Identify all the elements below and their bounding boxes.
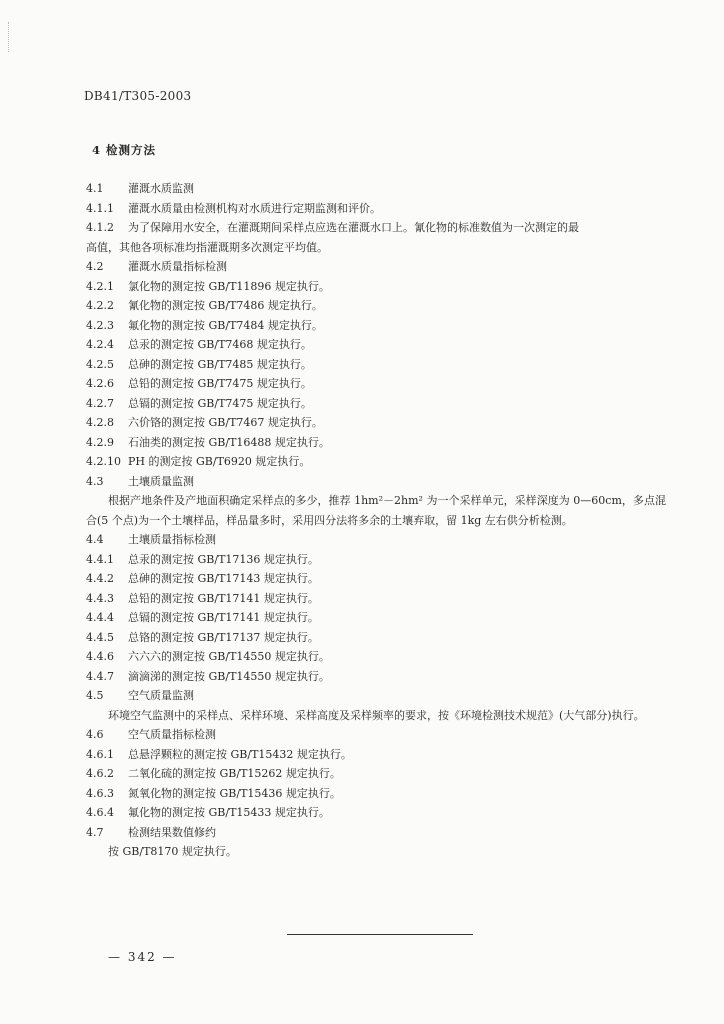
list-item [86, 628, 666, 648]
clause-number: 4.4.4 [86, 611, 114, 624]
list-item [86, 589, 666, 609]
clause-number: 4.2 [86, 260, 104, 273]
clause-number: 4.6.4 [86, 806, 114, 819]
page-number: — 342 — [108, 950, 177, 964]
clause-text: 二氧化硫的测定按 GB/T15262 规定执行。 [128, 767, 341, 780]
clause-number: 4.2.2 [86, 299, 114, 312]
clause-number: 4.6.1 [86, 747, 114, 761]
clause-number: 4.4.2 [86, 572, 114, 585]
scan-margin-mark [8, 22, 11, 52]
clause-number: 4.6.3 [86, 786, 114, 800]
clause-number: 4.2.6 [86, 377, 114, 390]
list-item [86, 686, 666, 706]
clause-text: 总汞的测定按 GB/T7468 规定执行。 [128, 338, 312, 351]
clause-text: 检测结果数值修约 [128, 825, 216, 839]
clause-text: 氟化物的测定按 GB/T7484 规定执行。 [128, 318, 323, 332]
list-item [86, 550, 666, 570]
clause-number: 4.6.2 [86, 767, 114, 780]
soil-sampling-paragraph: 根据产地条件及产地面积确定采样点的多少，推荐 1hm²－2hm² 为一个采样单元，采样深度为 0—60cm，多点混合(5 个点)为一个土壤样品，样品量多时，采用四分法将多余的土壤弃取，留 1kg 左右供分析检测。 [86, 494, 666, 527]
clause-number: 4.2.8 [86, 416, 114, 429]
list-item [86, 277, 666, 297]
list-item [86, 667, 666, 687]
clause-text: 总铬的测定按 GB/T17137 规定执行。 [128, 630, 319, 644]
clause-text: 滴滴涕的测定按 GB/T14550 规定执行。 [128, 669, 330, 683]
clause-number: 4.2.5 [86, 357, 114, 371]
clause-number: 4.5 [86, 689, 104, 702]
clause-text: 氟化物的测定按 GB/T15433 规定执行。 [128, 806, 330, 819]
list-item [86, 316, 666, 336]
clause-text: 总砷的测定按 GB/T17143 规定执行。 [128, 572, 319, 585]
list-item [86, 647, 666, 667]
footer-rule [287, 934, 473, 935]
clause-text: 六六六的测定按 GB/T14550 规定执行。 [128, 650, 330, 663]
clause-number: 4.1.2 [86, 221, 114, 234]
clause-number: 4.4.1 [86, 552, 114, 566]
clause-number: 4.2.9 [86, 435, 114, 449]
clause-text: 石油类的测定按 GB/T16488 规定执行。 [128, 435, 330, 449]
clause-text: 总悬浮颗粒的测定按 GB/T15432 规定执行。 [128, 747, 352, 761]
list-item [86, 413, 666, 433]
clause-text: 总砷的测定按 GB/T7485 规定执行。 [128, 357, 312, 371]
air-sampling-paragraph: 环境空气监测中的采样点、采样环境、采样高度及采样频率的要求，按《环境检测技术规范》(大气部分)执行。 [108, 708, 645, 722]
clause-text: 总铅的测定按 GB/T7475 规定执行。 [128, 377, 312, 390]
clause-text: 空气质量监测 [128, 689, 194, 702]
document-body [86, 179, 666, 862]
clause-text: PH 的测定按 GB/T6920 规定执行。 [128, 455, 311, 468]
standard-code-header: DB41/T305-2003 [84, 89, 192, 103]
clause-text: 灌溉水质量指标检测 [128, 260, 227, 273]
clause-number: 4.4 [86, 533, 104, 546]
list-item [86, 296, 666, 316]
list-item [86, 218, 666, 238]
clause-text: 六价铬的测定按 GB/T7467 规定执行。 [128, 416, 323, 429]
list-item [86, 179, 666, 199]
clause-text: 总汞的测定按 GB/T17136 规定执行。 [128, 552, 319, 566]
list-item [86, 784, 666, 804]
list-item [86, 725, 666, 745]
clause-number: 4.2.4 [86, 338, 114, 351]
list-item [86, 374, 666, 394]
clause-text: 土壤质量监测 [128, 474, 194, 488]
list-item [86, 745, 666, 765]
list-item [86, 823, 666, 843]
clause-number: 4.2.3 [86, 318, 114, 332]
section-title: 4 检测方法 [92, 143, 157, 157]
clause-number: 4.4.6 [86, 650, 114, 663]
list-item [86, 530, 666, 550]
clause-text: 总铅的测定按 GB/T17141 规定执行。 [128, 591, 319, 605]
clause-number: 4.7 [86, 825, 104, 839]
list-item [86, 803, 666, 823]
clause-text: 土壤质量指标检测 [128, 533, 216, 546]
clause-text: 灌溉水质量由检测机构对水质进行定期监测和评价。 [128, 201, 381, 215]
list-item [86, 472, 666, 492]
clause-number: 4.2.1 [86, 279, 114, 293]
clause-text: 总镉的测定按 GB/T7475 规定执行。 [128, 396, 312, 410]
list-item [86, 764, 666, 784]
list-item [86, 433, 666, 453]
clause-number: 4.4.5 [86, 630, 114, 644]
list-item [86, 355, 666, 375]
clause-text: 氯化物的测定按 GB/T11896 规定执行。 [128, 279, 330, 293]
clause-number: 4.1 [86, 182, 104, 195]
list-item [86, 199, 666, 219]
clause-text: 总镉的测定按 GB/T17141 规定执行。 [128, 611, 319, 624]
clause-text: 氮氧化物的测定按 GB/T15436 规定执行。 [128, 786, 341, 800]
clause-text: 氰化物的测定按 GB/T7486 规定执行。 [128, 299, 323, 312]
list-item [86, 257, 666, 277]
clause-text: 灌溉水质监测 [128, 182, 194, 195]
clause-number: 4.4.3 [86, 591, 114, 605]
clause-text: 为了保障用水安全，在灌溉期间采样点应选在灌溉水口上。氰化物的标准数值为一次测定的最 [128, 221, 579, 234]
list-item [86, 335, 666, 355]
clause-number: 4.3 [86, 474, 104, 488]
clause-number: 4.4.7 [86, 669, 114, 683]
list-item [86, 394, 666, 414]
clause-number: 4.2.10 [86, 455, 121, 468]
clause-number: 4.2.7 [86, 396, 114, 410]
clause-number: 4.1.1 [86, 201, 114, 215]
clause-text: 空气质量指标检测 [128, 728, 216, 741]
list-item-continuation [86, 238, 666, 258]
rounding-paragraph: 按 GB/T8170 规定执行。 [108, 845, 237, 858]
list-item [86, 608, 666, 628]
list-item [86, 569, 666, 589]
clause-text: 高值，其他各项标准均指灌溉期多次测定平均值。 [86, 240, 328, 254]
list-item [86, 452, 666, 472]
clause-number: 4.6 [86, 728, 104, 741]
